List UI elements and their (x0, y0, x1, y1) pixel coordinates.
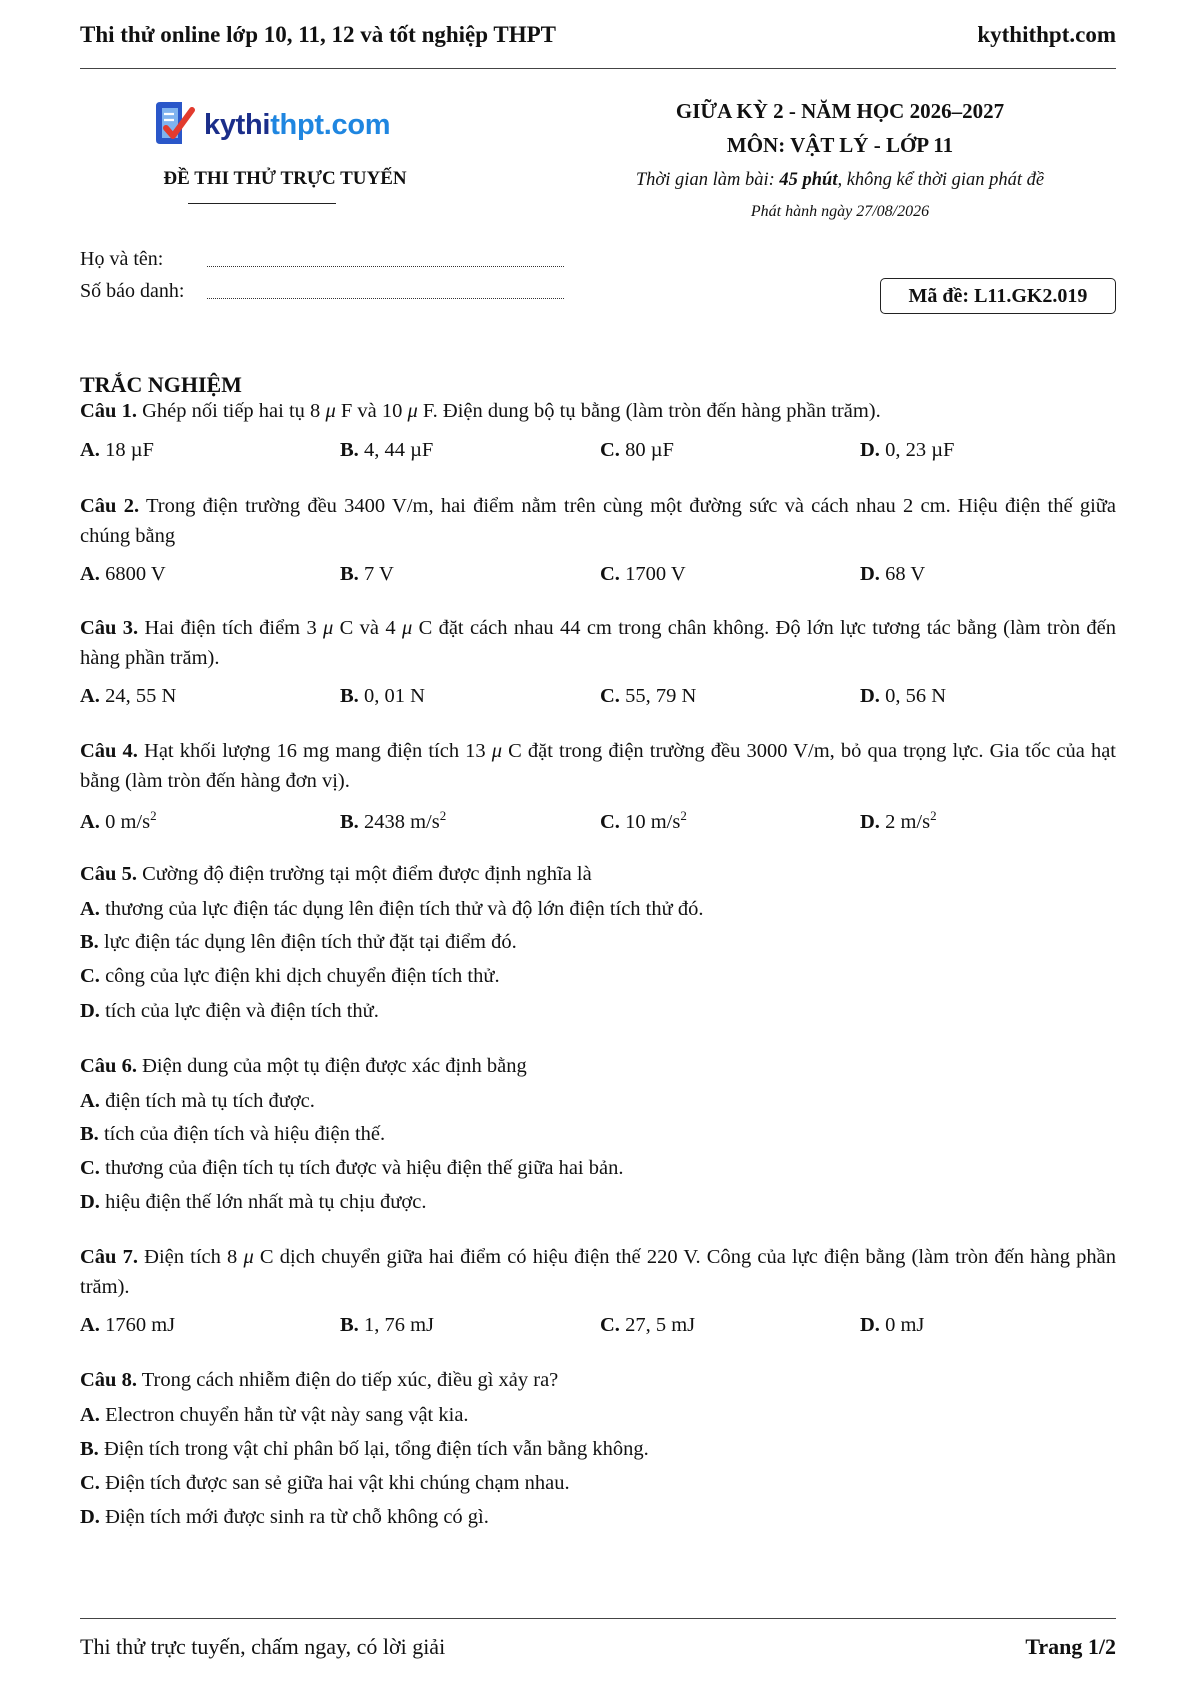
option-text: 0 mJ (885, 1314, 925, 1336)
exam-time: Thời gian làm bài: 45 phút, không kể thời gian phát đề (635, 170, 1045, 190)
answer-option[interactable] (340, 685, 425, 708)
answer-option[interactable] (80, 1404, 1116, 1427)
question-number: Câu 3. (80, 617, 139, 639)
option-text: lực điện tác dụng lên điện tích thử đặt tại điểm đó. (103, 931, 517, 953)
option-letter: D. (80, 1000, 100, 1022)
question-stem (80, 1051, 1116, 1081)
option-text: Điện tích được san sẻ giữa hai vật khi chúng chạm nhau. (105, 1472, 570, 1494)
option-text: 1700 V (625, 563, 686, 585)
online-exam-title: ĐỀ THI THỬ TRỰC TUYẾN (163, 168, 407, 189)
answer-option[interactable] (80, 1090, 1116, 1113)
answer-option[interactable] (860, 1314, 924, 1337)
option-letter: C. (600, 1314, 620, 1336)
answer-options (80, 563, 1116, 593)
exam-page (80, 0, 1116, 1684)
question-text: C đặt cách nhau 44 cm trong chân không. Độ lớn lực tương tác bằng (làm tròn đến hàng phần trăm). (80, 617, 1117, 669)
option-letter: A. (80, 563, 100, 585)
question-text: μ (325, 400, 336, 422)
id-dotted-line (207, 298, 564, 299)
question-stem (80, 491, 1116, 551)
id-field (80, 280, 570, 310)
footer (80, 1634, 1116, 1660)
question-text: Hạt khối lượng 16 mg mang điện tích 13 (144, 740, 492, 762)
page-number: Trang 1/2 (1025, 1634, 1116, 1659)
answer-option[interactable] (80, 1157, 1116, 1180)
answer-option[interactable] (80, 808, 157, 834)
option-letter: C. (600, 810, 620, 833)
option-letter: B. (80, 1438, 99, 1460)
option-letter: B. (80, 931, 99, 953)
exam-term: GIỮA KỲ 2 - NĂM HỌC 2026–2027 (675, 99, 1005, 123)
answer-option[interactable] (80, 1000, 1116, 1023)
logo-text: kythithpt.com (204, 109, 391, 141)
option-letter: B. (340, 563, 359, 585)
answer-option[interactable] (860, 808, 937, 834)
option-text: thương của lực điện tác dụng lên điện tích thử và độ lớn điện tích thử đó. (105, 898, 704, 920)
question-text: μ (401, 617, 413, 639)
title-underline (188, 203, 336, 204)
unit-exponent: 2 (150, 808, 157, 823)
footer-tagline: Thi thử trực tuyến, chấm ngay, có lời giải (80, 1634, 446, 1659)
answer-options (80, 685, 1116, 715)
answer-options (80, 1314, 1116, 1344)
answer-option[interactable] (340, 808, 446, 834)
option-text: tích của điện tích và hiệu điện thế. (103, 1123, 386, 1145)
question-stem (80, 736, 1116, 796)
question-text: μ (491, 740, 503, 762)
answer-option[interactable] (80, 685, 176, 708)
option-text: công của lực điện khi dịch chuyển điện tích thử. (105, 965, 500, 987)
option-letter: A. (80, 810, 100, 833)
option-letter: D. (860, 1314, 880, 1336)
question-text: Điện dung của một tụ điện được xác định bằng (142, 1055, 527, 1077)
option-text: 2438 m/s (363, 810, 440, 833)
option-letter: D. (860, 685, 880, 707)
option-text: 10 m/s (625, 810, 681, 833)
answer-option[interactable] (860, 563, 925, 586)
header-divider (80, 68, 1116, 69)
answer-option[interactable] (80, 931, 1116, 954)
id-label: Số báo danh: (80, 280, 185, 302)
option-text: 7 V (363, 563, 394, 585)
question-stem (80, 396, 1116, 426)
option-text: 1760 mJ (105, 1314, 176, 1336)
answer-options (80, 808, 1116, 838)
question-text: C và 4 (333, 617, 402, 639)
question-text: Cường độ điện trường tại một điểm được định nghĩa là (142, 863, 592, 885)
logo (152, 100, 390, 151)
option-letter: C. (600, 685, 620, 707)
option-text: 0, 56 N (885, 685, 946, 707)
question-stem (80, 1365, 1116, 1395)
question-text: μ (323, 617, 334, 639)
header-title: Thi thử online lớp 10, 11, 12 và tốt nghiệp THPT (80, 22, 556, 47)
answer-option[interactable] (340, 1314, 434, 1337)
answer-option[interactable] (80, 898, 1116, 921)
option-text: Điện tích trong vật chỉ phân bố lại, tổng điện tích vẫn bằng không. (103, 1438, 649, 1460)
option-letter: C. (600, 563, 620, 585)
answer-option[interactable] (80, 563, 166, 586)
answer-option[interactable] (860, 439, 954, 462)
checklist-logo-icon (152, 100, 198, 151)
option-text: Electron chuyển hẳn từ vật này sang vật kia. (105, 1404, 469, 1426)
option-text: tích của lực điện và điện tích thử. (105, 1000, 379, 1022)
option-letter: C. (80, 965, 100, 987)
question-number: Câu 1. (80, 400, 137, 422)
option-text: 80 µF (625, 439, 674, 461)
answer-option[interactable] (80, 1123, 1116, 1146)
option-text: 1, 76 mJ (363, 1314, 434, 1336)
option-text: 24, 55 N (105, 685, 177, 707)
option-letter: A. (80, 685, 100, 707)
question-text: Trong điện trường đều 3400 V/m, hai điểm nằm trên cùng một đường sức và cách nhau 2 cm. Hiệu điện thế giữa chúng bằng (80, 495, 1116, 547)
option-letter: C. (600, 439, 620, 461)
unit-exponent: 2 (930, 808, 937, 823)
option-letter: B. (340, 1314, 359, 1336)
answer-option[interactable] (80, 1472, 1116, 1495)
question-text: F và 10 (335, 400, 408, 422)
question-stem (80, 1242, 1116, 1302)
question-text: F. Điện dung bộ tụ bằng (làm tròn đến hàng phần trăm). (417, 400, 881, 422)
answer-option[interactable] (80, 1506, 1116, 1529)
question-text: Trong cách nhiễm điện do tiếp xúc, điều gì xảy ra? (141, 1369, 559, 1391)
release-date: Phát hành ngày 27/08/2026 (750, 203, 930, 220)
name-field (80, 248, 570, 278)
answer-option[interactable] (600, 439, 674, 462)
answer-option[interactable] (600, 685, 696, 708)
option-text: hiệu điện thế lớn nhất mà tụ chịu được. (105, 1191, 427, 1213)
option-letter: A. (80, 439, 100, 461)
question-number: Câu 4. (80, 740, 138, 762)
option-text: 18 µF (105, 439, 154, 461)
option-text: thương của điện tích tụ tích được và hiệu điện thế giữa hai bản. (105, 1157, 624, 1179)
option-letter: B. (340, 439, 359, 461)
option-letter: D. (80, 1191, 100, 1213)
option-text: 2 m/s (885, 810, 931, 833)
option-text: 0, 01 N (363, 685, 425, 707)
option-letter: D. (860, 439, 880, 461)
option-text: 27, 5 mJ (625, 1314, 696, 1336)
unit-exponent: 2 (680, 808, 687, 823)
option-text: 6800 V (105, 563, 166, 585)
name-dotted-line (207, 266, 564, 267)
option-text: 0, 23 µF (885, 439, 955, 461)
question-text: Điện tích 8 (144, 1246, 244, 1268)
option-letter: A. (80, 1090, 100, 1112)
answer-option[interactable] (600, 1314, 695, 1337)
question-text: C đặt trong điện trường đều 3000 V/m, bỏ qua trọng lực. Gia tốc của hạt bằng (làm tròn đến hàng đơn vị). (80, 740, 1116, 792)
option-text: Điện tích mới được sinh ra từ chỗ không có gì. (105, 1506, 489, 1528)
answer-option[interactable] (80, 1191, 1116, 1214)
answer-options (80, 439, 1116, 469)
answer-option[interactable] (80, 1314, 175, 1337)
answer-option[interactable] (80, 439, 154, 462)
option-letter: C. (80, 1472, 100, 1494)
option-letter: A. (80, 898, 100, 920)
option-letter: A. (80, 1314, 100, 1336)
answer-option[interactable] (80, 1438, 1116, 1461)
header-site: kythithpt.com (977, 22, 1116, 47)
answer-option[interactable] (80, 965, 1116, 988)
exam-subject: MÔN: VẬT LÝ - LỚP 11 (726, 133, 954, 157)
question-text: Hai điện tích điểm 3 (144, 617, 324, 639)
option-text: 0 m/s (105, 810, 151, 833)
section-title: TRẮC NGHIỆM (80, 372, 242, 397)
option-text: 4, 44 µF (363, 439, 434, 461)
answer-option[interactable] (340, 563, 394, 586)
answer-option[interactable] (340, 439, 433, 462)
question-number: Câu 5. (80, 863, 137, 885)
question-number: Câu 7. (80, 1246, 138, 1268)
question-stem (80, 613, 1116, 673)
question-text: Ghép nối tiếp hai tụ 8 (142, 400, 326, 422)
question-number: Câu 6. (80, 1055, 137, 1077)
option-letter: B. (340, 685, 359, 707)
question-stem (80, 859, 1116, 889)
exam-code-box: Mã đề: L11.GK2.019 (880, 278, 1116, 314)
question-number: Câu 2. (80, 495, 140, 517)
answer-option[interactable] (600, 563, 686, 586)
option-letter: B. (80, 1123, 99, 1145)
name-label: Họ và tên: (80, 248, 164, 270)
answer-option[interactable] (600, 808, 687, 834)
option-letter: A. (80, 1404, 100, 1426)
option-letter: D. (860, 563, 880, 585)
option-text: 55, 79 N (625, 685, 697, 707)
option-letter: C. (80, 1157, 100, 1179)
answer-option[interactable] (860, 685, 946, 708)
option-text: 68 V (885, 563, 926, 585)
question-text: C dịch chuyển giữa hai điểm có hiệu điện thế 220 V. Công của lực điện bằng (làm tròn đến hàng phần trăm). (80, 1246, 1116, 1298)
unit-exponent: 2 (439, 808, 447, 823)
footer-divider (80, 1618, 1116, 1619)
option-letter: B. (340, 810, 359, 833)
option-letter: D. (860, 810, 880, 833)
exam-info (560, 96, 1120, 228)
question-text: μ (243, 1246, 254, 1268)
top-header (80, 22, 1116, 48)
question-number: Câu 8. (80, 1369, 137, 1391)
option-text: điện tích mà tụ tích được. (105, 1090, 315, 1112)
question-text: μ (407, 400, 418, 422)
option-letter: D. (80, 1506, 100, 1528)
